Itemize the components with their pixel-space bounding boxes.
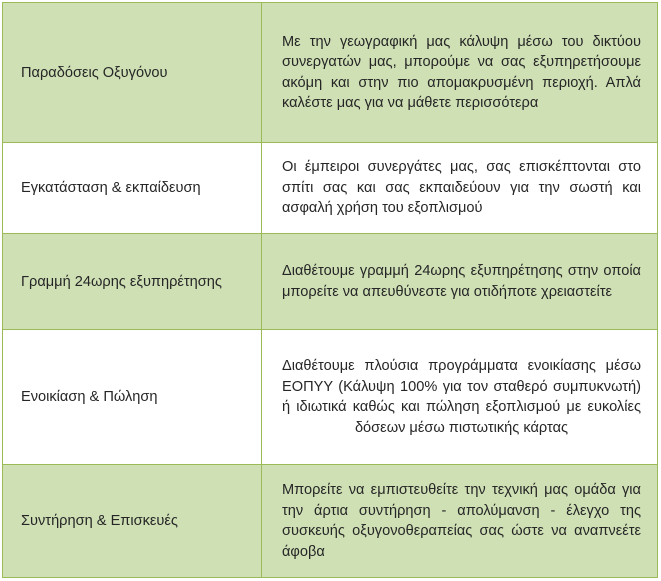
service-description-installation-training: Οι έμπειροι συνεργάτες μας, σας επισκέπτονται στο σπίτι σας και σας εκπαιδεύουν για την σωστή και ασφαλή χρήση του εξοπλισμού	[262, 143, 658, 234]
service-name-24h-support-line: Γραμμή 24ωρης εξυπηρέτησης	[3, 234, 262, 330]
service-description-maintenance-repairs: Μπορείτε να εμπιστευθείτε την τεχνική μας ομάδα για την άρτια συντήρηση - απολύμανση - έλεγχο της συσκευής οξυγονοθεραπείας σας ώστε να αναπνεέτε άφοβα	[262, 465, 658, 578]
service-name-maintenance-repairs: Συντήρηση & Επισκευές	[3, 465, 262, 578]
service-description-rental-sale: Διαθέτουμε πλούσια προγράμματα ενοικίασης μέσω ΕΟΠΥΥ (Κάλυψη 100% για τον σταθερό συμπυκνωτή) ή ιδιωτικά καθώς και πώληση εξοπλισμού με ευκολίες δόσεων μέσω πιστωτικής κάρτας	[262, 330, 658, 465]
table-row	[3, 465, 658, 578]
services-table	[2, 2, 658, 578]
service-name-rental-sale: Ενοικίαση & Πώληση	[3, 330, 262, 465]
table-row	[3, 3, 658, 143]
service-name-oxygen-delivery: Παραδόσεις Οξυγόνου	[3, 3, 262, 143]
table-row	[3, 330, 658, 465]
table-row	[3, 234, 658, 330]
service-name-installation-training: Εγκατάσταση & εκπαίδευση	[3, 143, 262, 234]
service-description-24h-support-line: Διαθέτουμε γραμμή 24ωρης εξυπηρέτησης στην οποία μπορείτε να απευθύνεστε για οτιδήποτε χρειαστείτε	[262, 234, 658, 330]
table-row	[3, 143, 658, 234]
service-description-oxygen-delivery: Με την γεωγραφική μας κάλυψη μέσω του δικτύου συνεργατών μας, μπορούμε να σας εξυπηρετήσουμε ακόμη και στην πιο απομακρυσμένη περιοχή. Απλά καλέστε μας για να μάθετε περισσότερα	[262, 3, 658, 143]
